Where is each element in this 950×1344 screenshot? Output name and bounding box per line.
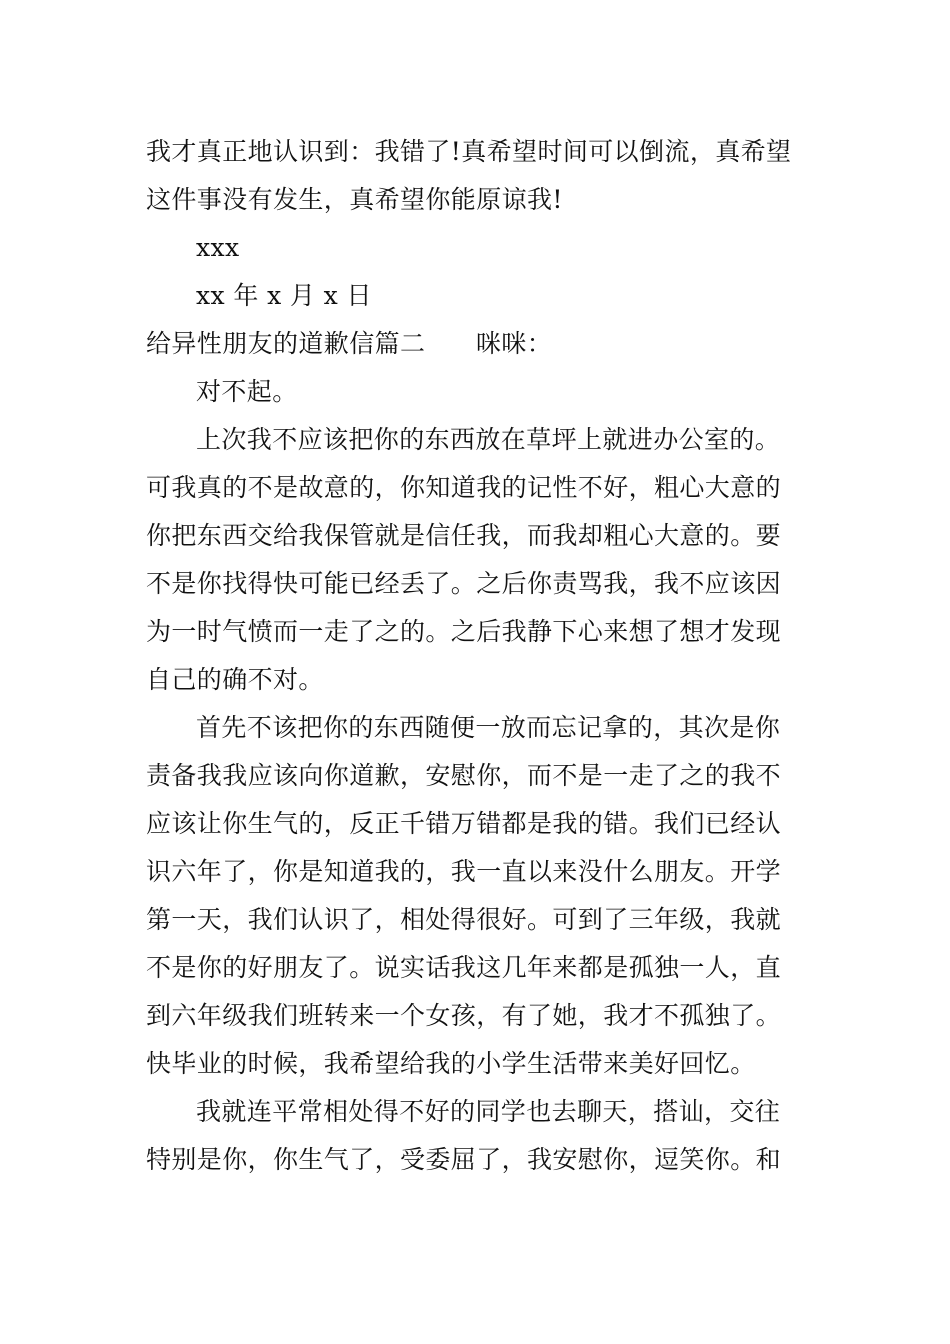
paragraph-1-line: 不是你找得快可能已经丢了。之后你责骂我，我不应该因 [146,569,782,598]
paragraph-2-line: 责备我我应该向你道歉，安慰你，而不是一走了之的我不 [146,761,782,790]
paragraph-3-line: 我就连平常相处得不好的同学也去聊天，搭讪，交往 [196,1097,781,1126]
paragraph-1-line: 你把东西交给我保管就是信任我，而我却粗心大意的。要 [146,521,782,550]
paragraph-1-line: 为一时气愤而一走了之的。之后我静下心来想了想才发现 [146,617,782,646]
paragraph-2-line: 首先不该把你的东西随便一放而忘记拿的，其次是你 [196,713,781,742]
salutation: 咪咪： [476,329,553,358]
signature: xxx [196,233,240,262]
section-heading [146,320,808,368]
paragraph-1-line: 可我真的不是故意的，你知道我的记性不好，粗心大意的 [146,473,782,502]
paragraph-2-line: 不是你的好朋友了。说实话我这几年来都是孤独一人，直 [146,953,782,982]
text-line: 这件事没有发生，真希望你能原谅我! [146,185,563,214]
text-line: 我才真正地认识到：我错了!真希望时间可以倒流，真希望 [146,137,792,166]
paragraph-1-line: 上次我不应该把你的东西放在草坪上就进办公室的。 [196,425,781,454]
opening-line: 对不起。 [196,377,298,406]
paragraph-2-line: 第一天，我们认识了，相处得很好。可到了三年级，我就 [146,905,782,934]
paragraph-2-line: 快毕业的时候，我希望给我的小学生活带来美好回忆。 [146,1049,756,1078]
paragraph-2-line: 识六年了，你是知道我的，我一直以来没什么朋友。开学 [146,857,782,886]
paragraph-1-line: 自己的确不对。 [146,665,324,694]
section-title: 给异性朋友的道歉信篇二 [146,329,426,358]
date: xx 年 x 月 x 日 [196,281,372,310]
paragraph-2-line: 到六年级我们班转来一个女孩，有了她，我才不孤独了。 [146,1001,782,1030]
paragraph-3-line: 特别是你，你生气了，受委屈了，我安慰你，逗笑你。和 [146,1145,782,1174]
paragraph-2-line: 应该让你生气的，反正千错万错都是我的错。我们已经认 [146,809,782,838]
letter-body [146,128,808,1184]
